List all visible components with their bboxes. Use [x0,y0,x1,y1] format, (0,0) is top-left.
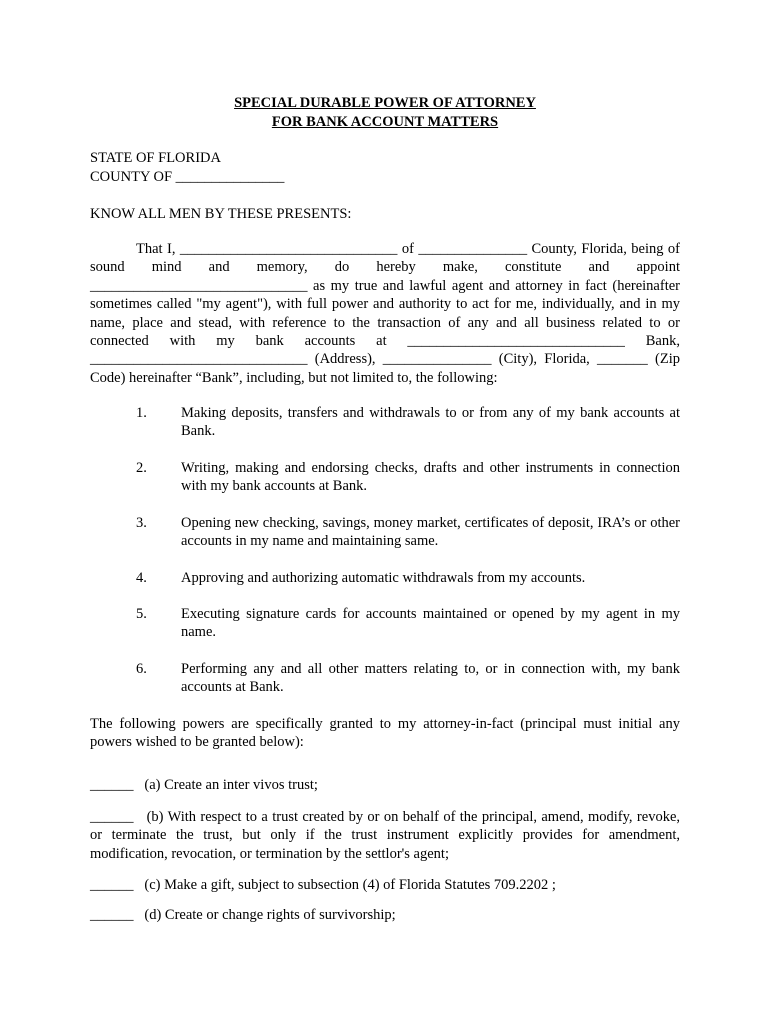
list-item-text: Executing signature cards for accounts maintained or opened by my agent in my name. [181,606,680,641]
intro-paragraph: That I, ______________________________ of _______________ County, Florida, being of sound mind and memory, do hereby make, constitute and appoint ______________________________ as my true and lawful agent and attorney in fact (hereinafter sometimes called "my agent"), with full power and authority to act for me, individually, and in my name, place and stead, with reference to the transaction of any and all business related to or connected with my bank accounts at ______________________________ Bank, ______________________________ (Address), _______________ (City), Florida, _______ (Zip Code) hereinafter “Bank”, including, but not limited to, the following: [90,241,680,386]
list-item-text: Opening new checking, savings, money market, certificates of deposit, IRA’s or other accounts in my name and maintaining same. [181,515,680,550]
list-item-text: Approving and authorizing automatic withdrawals from my accounts. [181,570,586,586]
state-line: STATE OF FLORIDA [90,150,221,166]
list-item-number: 4. [136,570,147,586]
power-item-c: ______ (c) Make a gift, subject to subsection (4) of Florida Statutes 709.2202 ; [90,877,556,893]
county-line: COUNTY OF _______________ [90,169,285,185]
power-item-b: ______ (b) With respect to a trust created by or on behalf of the principal, amend, modify, revoke, or terminate the trust, but only if the trust instrument explicitly provides for amendment, modification, revocation, or termination by the settlor's agent; [90,809,684,862]
list-item-number: 2. [136,460,147,476]
list-item-text: Writing, making and endorsing checks, drafts and other instruments in connection with my bank accounts at Bank. [181,460,680,495]
list-item [90,605,680,642]
power-item-d: ______ (d) Create or change rights of survivorship; [90,907,396,923]
know-all-heading: KNOW ALL MEN BY THESE PRESENTS: [90,206,352,222]
document-title-line1: SPECIAL DURABLE POWER OF ATTORNEY [234,95,536,111]
list-item [90,660,680,697]
list-item [90,569,680,587]
list-item [90,404,680,441]
power-item-a: ______ (a) Create an inter vivos trust; [90,777,318,793]
powers-intro: The following powers are specifically granted to my attorney-in-fact (principal must initial any powers wished to be granted below): [90,716,680,751]
list-item-text: Making deposits, transfers and withdrawals to or from any of my bank accounts at Bank. [181,405,680,440]
list-item-number: 1. [136,405,147,421]
list-item-number: 3. [136,515,147,531]
document-title-line2: FOR BANK ACCOUNT MATTERS [271,114,499,130]
list-item-number: 5. [136,606,147,622]
list-item [90,514,680,551]
list-item-number: 6. [136,661,147,677]
list-item-text: Performing any and all other matters relating to, or in connection with, my bank accounts at Bank. [181,661,680,696]
list-item [90,459,680,496]
